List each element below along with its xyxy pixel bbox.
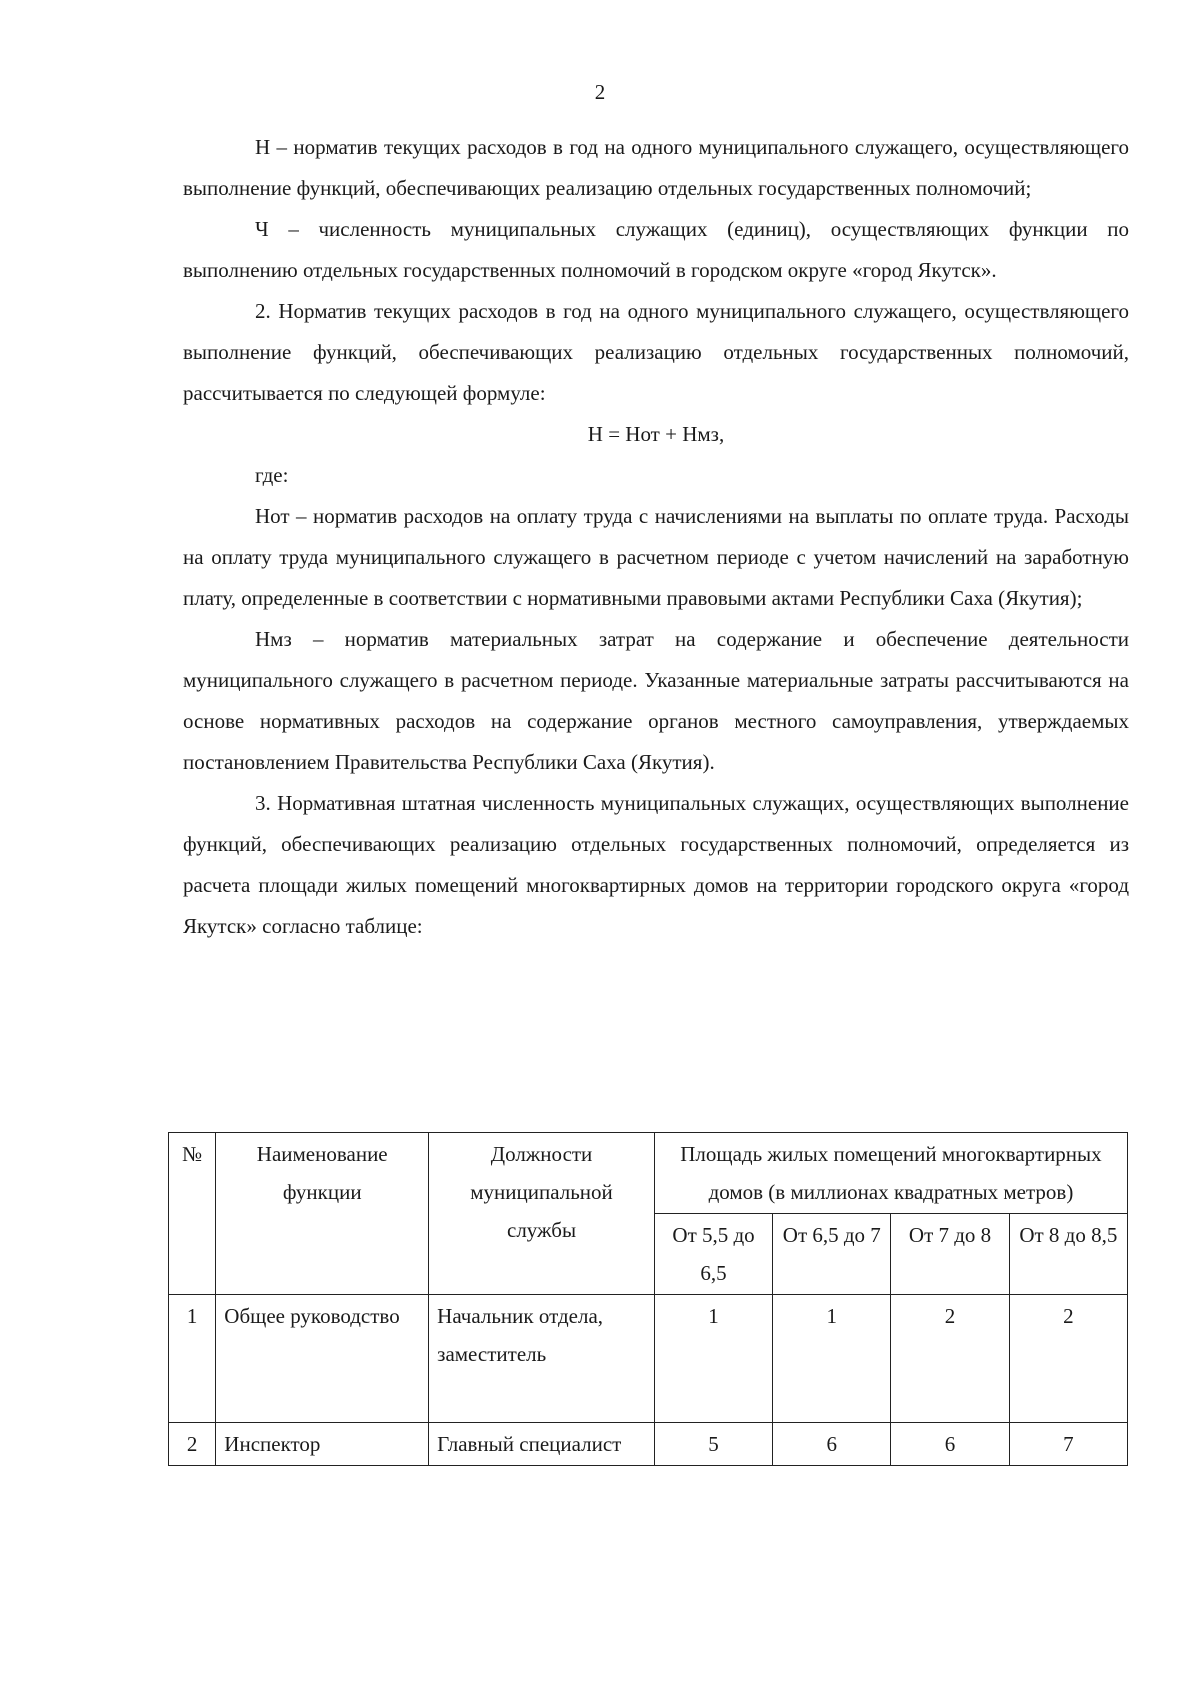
row-no: 2 (169, 1423, 216, 1466)
row-value: 1 (773, 1295, 891, 1423)
table-header-row (169, 1133, 1128, 1214)
header-area: Площадь жилых помещений многоквартирных домов (в миллионах квадратных метров) (654, 1133, 1127, 1214)
paragraph-3: 3. Нормативная штатная численность муниципальных служащих, осуществляющих выполнение функций, обеспечивающих реализацию отдельных государственных полномочий, определяется из расчета площади жилых помещений многоквартирных домов на территории городского округа «город Якутск» согласно таблице: (183, 791, 1129, 938)
table-row (169, 1295, 1128, 1423)
row-value: 5 (654, 1423, 772, 1466)
header-range: От 6,5 до 7 (773, 1214, 891, 1295)
paragraph-not-definition: Нот – норматив расходов на оплату труда с начислениями на выплаты по оплате труда. Расходы на оплату труда муниципального служащего в расчетном периоде с учетом начислений на заработную плату, определенные в соответствии с нормативными правовыми актами Республики Саха (Якутия); (183, 504, 1129, 610)
header-no: № (169, 1133, 216, 1295)
row-position: Главный специалист (429, 1423, 655, 1466)
formula: Н = Нот + Нмз, (587, 422, 725, 446)
row-value: 7 (1009, 1423, 1127, 1466)
row-function: Общее руководство (216, 1295, 429, 1423)
row-value: 6 (891, 1423, 1009, 1466)
page-number: 2 (594, 80, 606, 104)
body-text (183, 127, 1129, 947)
paragraph-ch-definition: Ч – численность муниципальных служащих (единиц), осуществляющих функции по выполнению отдельных государственных полномочий в городском округе «город Якутск». (183, 217, 1129, 282)
staffing-table (168, 1132, 1128, 1466)
row-value: 1 (654, 1295, 772, 1423)
header-position: Должности муниципальной службы (429, 1133, 655, 1295)
paragraph-nmz-definition: Нмз – норматив материальных затрат на содержание и обеспечение деятельности муниципального служащего в расчетном периоде. Указанные материальные затраты рассчитываются на основе нормативных расходов на содержание органов местного самоуправления, утверждаемых постановлением Правительства Республики Саха (Якутия). (183, 627, 1129, 774)
row-value: 2 (891, 1295, 1009, 1423)
row-value: 6 (773, 1423, 891, 1466)
header-function: Наименование функции (216, 1133, 429, 1295)
header-range: От 7 до 8 (891, 1214, 1009, 1295)
row-function: Инспектор (216, 1423, 429, 1466)
row-no: 1 (169, 1295, 216, 1423)
row-value: 2 (1009, 1295, 1127, 1423)
where-label: где: (255, 463, 289, 487)
table-row (169, 1423, 1128, 1466)
paragraph-2: 2. Норматив текущих расходов в год на одного муниципального служащего, осуществляющего выполнение функций, обеспечивающих реализацию отдельных государственных полномочий, рассчитывается по следующей формуле: (183, 299, 1129, 405)
row-position: Начальник отдела, заместитель (429, 1295, 655, 1423)
header-range: От 8 до 8,5 (1009, 1214, 1127, 1295)
paragraph-n-definition: Н – норматив текущих расходов в год на одного муниципального служащего, осуществляющего выполнение функций, обеспечивающих реализацию отдельных государственных полномочий; (183, 135, 1129, 200)
header-range: От 5,5 до 6,5 (654, 1214, 772, 1295)
